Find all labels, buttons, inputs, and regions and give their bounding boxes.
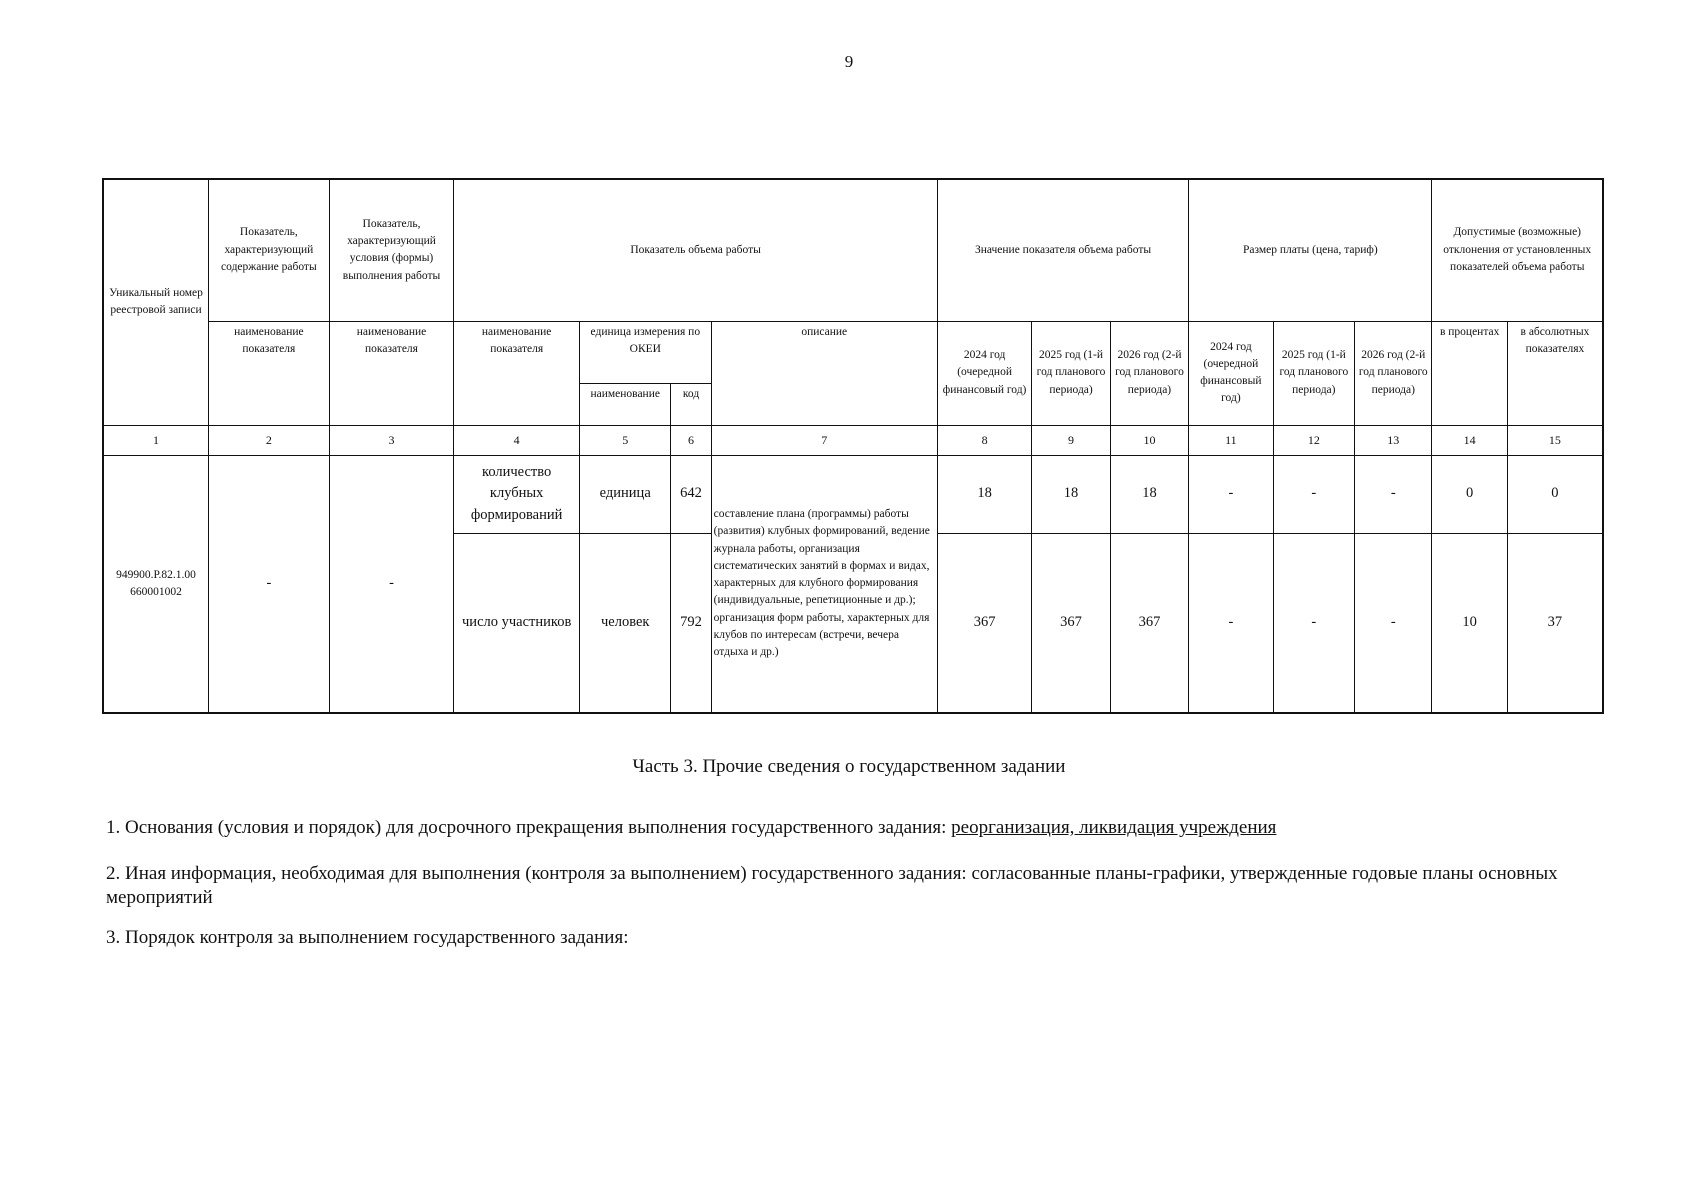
column-number: 8: [937, 425, 1031, 455]
column-number: 9: [1032, 425, 1110, 455]
header-row-2: [103, 321, 1603, 383]
price-2026-cell: -: [1355, 455, 1432, 533]
column-numbers-row: [103, 425, 1603, 455]
part3-item-1: [106, 816, 1606, 840]
unit-name-cell: человек: [579, 533, 670, 713]
header-okei-name: наименование: [579, 383, 670, 425]
price-2026-cell: -: [1355, 533, 1432, 713]
column-number: 2: [209, 425, 330, 455]
registry-number-cell: 949900.Р.82.1.00 660001002: [103, 455, 209, 713]
column-number: 5: [579, 425, 670, 455]
column-number: 12: [1273, 425, 1354, 455]
header-value-2024: 2024 год (очередной финансовый год): [937, 321, 1031, 425]
column-number: 6: [671, 425, 711, 455]
part3-item-2: 2. Иная информация, необходимая для выполнения (контроля за выполнением) государственного задания: согласованные планы-графики, утвержденные годовые планы основных мероприятий: [106, 863, 1558, 908]
header-condition-indicator-name: наименование показателя: [329, 321, 454, 425]
column-number: 11: [1189, 425, 1273, 455]
column-number: 7: [711, 425, 937, 455]
part3-item-1-label: 1. Основания (условия и порядок) для досрочного прекращения выполнения государственного задания:: [106, 817, 952, 838]
header-row-1: [103, 179, 1603, 321]
indicator-name-cell: количество клубных формирований: [454, 455, 580, 533]
work-volume-table: [102, 178, 1604, 714]
page-number: 9: [844, 52, 854, 71]
header-price-2025: 2025 год (1-й год планового периода): [1273, 321, 1354, 425]
header-condition-indicator: Показатель, характеризующий условия (формы) выполнения работы: [329, 179, 454, 321]
column-number: 10: [1110, 425, 1188, 455]
header-volume-value: Значение показателя объема работы: [937, 179, 1188, 321]
value-2024-cell: 367: [937, 533, 1031, 713]
price-2025-cell: -: [1273, 533, 1354, 713]
content-indicator-cell: -: [209, 455, 330, 713]
header-deviation: Допустимые (возможные) отклонения от установленных показателей объема работы: [1432, 179, 1603, 321]
deviation-percent-cell: 10: [1432, 533, 1507, 713]
value-2026-cell: 367: [1110, 533, 1188, 713]
part3-item-3: 3. Порядок контроля за выполнением государственного задания:: [106, 927, 629, 948]
header-price-2026: 2026 год (2-й год планового периода): [1355, 321, 1432, 425]
value-2025-cell: 18: [1032, 455, 1110, 533]
header-okei-code: код: [671, 383, 711, 425]
deviation-percent-cell: 0: [1432, 455, 1507, 533]
value-2024-cell: 18: [937, 455, 1031, 533]
deviation-absolute-cell: 0: [1507, 455, 1603, 533]
column-number: 13: [1355, 425, 1432, 455]
header-volume-indicator: Показатель объема работы: [454, 179, 938, 321]
header-value-2026: 2026 год (2-й год планового периода): [1110, 321, 1188, 425]
condition-indicator-cell: -: [329, 455, 454, 713]
header-value-2025: 2025 год (1-й год планового периода): [1032, 321, 1110, 425]
description-cell: составление плана (программы) работы (развития) клубных формирований, ведение журнала работы, организация систематических занятий в формах и видах, характерных для клубного формирования (индивидуальные, репетиционные и др.); организация форм работы, характерных для клубов по интересам (встречи, вечера отдыха и др.): [711, 455, 937, 713]
header-deviation-percent: в процентах: [1432, 321, 1507, 425]
column-number: 15: [1507, 425, 1603, 455]
header-volume-indicator-name: наименование показателя: [454, 321, 580, 425]
header-content-indicator: Показатель, характеризующий содержание работы: [209, 179, 330, 321]
price-2024-cell: -: [1189, 533, 1273, 713]
header-deviation-absolute: в абсолютных показателях: [1507, 321, 1603, 425]
header-price: Размер платы (цена, тариф): [1189, 179, 1432, 321]
indicator-name-cell: число участников: [454, 533, 580, 713]
part3-item-1-value: реорганизация, ликвидация учреждения: [951, 817, 1277, 838]
column-number: 14: [1432, 425, 1507, 455]
part3-title: Часть 3. Прочие сведения о государственном задании: [632, 756, 1066, 777]
column-number: 4: [454, 425, 580, 455]
deviation-absolute-cell: 37: [1507, 533, 1603, 713]
header-okei-unit: единица измерения по ОКЕИ: [579, 321, 711, 383]
column-number: 1: [103, 425, 209, 455]
header-content-indicator-name: наименование показателя: [209, 321, 330, 425]
price-2025-cell: -: [1273, 455, 1354, 533]
header-description: описание: [711, 321, 937, 425]
header-price-2024: 2024 год (очередной финансовый год): [1189, 321, 1273, 425]
column-number: 3: [329, 425, 454, 455]
unit-name-cell: единица: [579, 455, 670, 533]
unit-code-cell: 642: [671, 455, 711, 533]
value-2026-cell: 18: [1110, 455, 1188, 533]
price-2024-cell: -: [1189, 455, 1273, 533]
value-2025-cell: 367: [1032, 533, 1110, 713]
unit-code-cell: 792: [671, 533, 711, 713]
table-row: [103, 455, 1603, 533]
header-registry-number: Уникальный номер реестровой записи: [103, 179, 209, 425]
